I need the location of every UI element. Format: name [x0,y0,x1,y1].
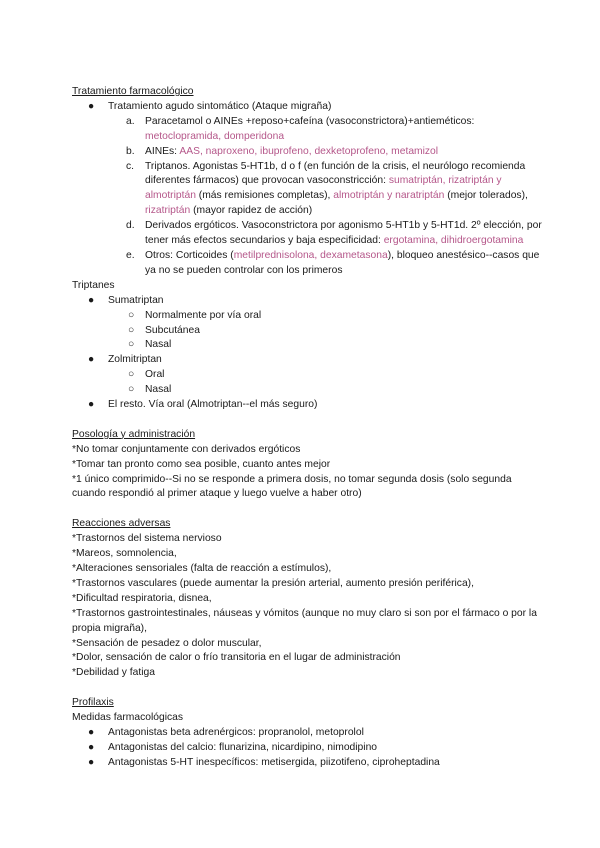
bullet-disc-icon: ● [88,756,95,768]
item-text: Otros: Corticoides ( [145,249,234,261]
heading-reacciones: Reacciones adversas [72,518,171,530]
item-text: (mejor tolerados), [444,190,528,202]
list-item-a [72,115,542,145]
item-text: Sumatriptan [108,294,164,306]
bullet-circle-icon: ○ [128,324,135,336]
list-item-d [72,219,542,249]
item-text: Nasal [145,384,172,396]
list-marker: d. [126,220,135,232]
bullet-item-profilaxis [72,726,542,741]
list-marker: e. [126,249,135,261]
heading-posologia: Posología y administración [72,428,196,440]
bullet-disc-icon: ● [88,399,95,411]
item-text: Antagonistas 5-HT inespecíficos: metisergida, piizotifeno, ciproheptadina [108,756,440,768]
item-text: Tratamiento agudo sintomático (Ataque migraña) [108,100,332,112]
sub-bullet-item [72,368,542,383]
item-text: AINEs: [145,145,180,157]
item-text: Derivados ergóticos. Vasoconstrictora por agonismo 5-HT1b y 5-HT1d. 2º elección, por tener más efectos secundarios y baja especificidad: [145,220,542,247]
list-marker: b. [126,145,135,157]
bullet-item-zolmitriptan [72,353,542,368]
sub-bullet-item [72,383,542,398]
list-item-b [72,145,542,160]
bullet-item-resto [72,398,542,413]
sub-bullet-item [72,309,542,324]
reaccion-line: *Trastornos gastrointestinales, náuseas y vómitos (aunque no muy claro si son por el fármaco o por la propia migraña), [72,607,537,634]
bullet-disc-icon: ● [88,294,95,306]
reaccion-line: *Trastornos del sistema nervioso [72,533,222,545]
item-text: Nasal [145,339,172,351]
heading-profilaxis: Profilaxis [72,697,114,709]
posologia-line: *1 único comprimido--Si no se responde a primera dosis, no tomar segunda dosis (solo segunda cuando respondió al primer ataque y luego vuelve a haber otro) [72,473,512,500]
sub-bullet-item [72,324,542,339]
list-item-c [72,160,542,220]
bullet-circle-icon: ○ [128,339,135,351]
drug-names: metilprednisolona, dexametasona [233,249,388,261]
item-text: Subcutánea [145,324,200,336]
item-text: ), bloqueo anestésico--casos que ya no se pueden controlar con los primeros [145,249,540,276]
list-marker: c. [126,160,135,172]
spacer [72,502,542,517]
heading-tratamiento: Tratamiento farmacológico [72,86,194,97]
drug-names: ergotamina, dihidroergotamina [383,235,524,247]
list-item-e [72,249,542,279]
list-marker: a. [126,115,135,127]
bullet-disc-icon: ● [88,741,95,753]
bullet-item-profilaxis [72,741,542,756]
reaccion-line: *Dolor, sensación de calor o frío transitoria en el lugar de administración [72,652,401,664]
spacer [72,681,542,696]
reaccion-line: *Sensación de pesadez o dolor muscular, [72,637,262,649]
item-text: Antagonistas del calcio: flunarizina, nicardipino, nimodipino [108,741,378,753]
item-text: Normalmente por vía oral [145,309,262,321]
reaccion-line: *Mareos, somnolencia, [72,548,177,560]
item-text: (mayor rapidez de acción) [190,205,313,217]
item-text: Triptanos. Agonistas 5-HT1b, d o f (en función de la crisis, el neurólogo recomienda diferentes fármacos) que provocan vasoconstricción: [145,160,526,187]
bullet-circle-icon: ○ [128,309,135,321]
bullet-circle-icon: ○ [128,384,135,396]
drug-names: metoclopramida, domperidona [145,130,285,142]
sub-bullet-item [72,338,542,353]
posologia-line: *Tomar tan pronto como sea posible, cuanto antes mejor [72,458,331,470]
item-text: El resto. Vía oral (Almotriptan--el más seguro) [108,399,318,411]
drug-names: AAS, naproxeno, ibuprofeno, dexketoprofeno, metamizol [179,145,439,157]
drug-names: rizatriptán [145,205,191,217]
drug-names: sumatriptán, rizatriptán y almotriptán [145,175,502,202]
item-text: Oral [145,369,165,381]
document-page [72,85,542,771]
bullet-item-sumatriptan [72,294,542,309]
bullet-circle-icon: ○ [128,369,135,381]
item-text: (más remisiones completas), [195,190,334,202]
bullet-disc-icon: ● [88,354,95,366]
item-text: Antagonistas beta adrenérgicos: propranolol, metoprolol [108,726,364,738]
reaccion-line: *Trastornos vasculares (puede aumentar la presión arterial, aumento presión periférica), [72,577,474,589]
heading-triptanes: Triptanes [72,279,115,291]
drug-names: almotriptán y naratriptán [333,190,445,202]
posologia-line: *No tomar conjuntamente con derivados ergóticos [72,443,301,455]
item-text: Paracetamol o AINEs +reposo+cafeína (vasoconstrictora)+antieméticos: [145,115,475,127]
bullet-disc-icon: ● [88,726,95,738]
bullet-item-profilaxis [72,756,542,771]
item-text: Zolmitriptan [108,354,162,366]
spacer [72,413,542,428]
bullet-disc-icon: ● [88,100,95,112]
reaccion-line: *Dificultad respiratoria, disnea, [72,592,212,604]
reaccion-line: *Alteraciones sensoriales (falta de reacción a estímulos), [72,562,332,574]
bullet-item-agudo [72,100,542,115]
reaccion-line: *Debilidad y fatiga [72,667,155,679]
profilaxis-subheading: Medidas farmacológicas [72,712,184,724]
